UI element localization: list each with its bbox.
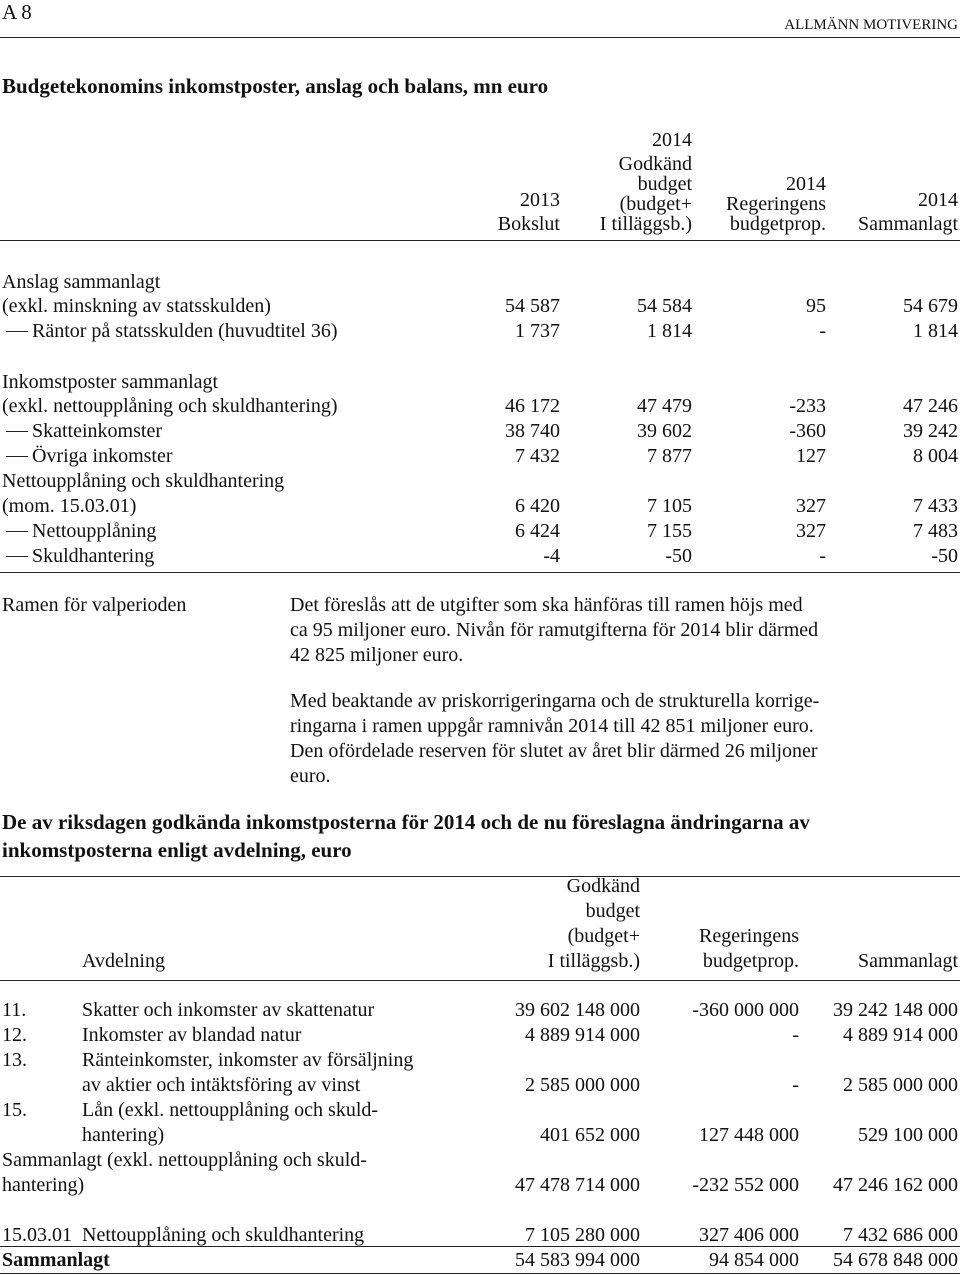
cell-godkand: 47 478 714 000: [515, 1174, 640, 1196]
row-label-text: Övriga inkomster: [32, 445, 173, 467]
row-label: Skatter och inkomster av skattenatur: [82, 999, 375, 1021]
cell-sammanlagt: 47 246: [903, 395, 958, 417]
paragraph-line: 42 825 miljoner euro.: [290, 644, 464, 666]
table2-header-text: I tilläggsb.): [547, 950, 640, 972]
cell-bokslut: 38 740: [505, 420, 560, 442]
row-label: (mom. 15.03.01): [2, 495, 137, 517]
row-label: Inkomstposter sammanlagt: [2, 371, 219, 393]
cell-godkand: 7 877: [647, 445, 692, 467]
cell-bokslut: 6 420: [515, 495, 560, 517]
row-label: [6, 444, 173, 468]
cell-regeringens: 127 448 000: [699, 1124, 799, 1146]
paragraph-line: Den ofördelade reserven för slutet av året blir därmed 26 miljoner: [290, 740, 818, 762]
cell-sammanlagt: 1 814: [913, 320, 958, 342]
paragraph-line: Det föreslås att de utgifter som ska hänföras till ramen höjs med: [290, 594, 803, 616]
cell-godkand: 7 155: [647, 520, 692, 542]
cell-sammanlagt: 7 432 686 000: [843, 1224, 958, 1246]
cell-sammanlagt: 54 678 848 000: [833, 1249, 958, 1271]
cell-godkand: 2 585 000 000: [525, 1074, 640, 1096]
row-label: hantering): [82, 1124, 165, 1146]
cell-bokslut: 6 424: [515, 520, 560, 542]
row-label: Nettoupplåning och skuldhantering: [82, 1224, 365, 1246]
table2-header-text: Regeringens: [699, 925, 799, 947]
table2-title-line: De av riksdagen godkända inkomstposterna för 2014 och de nu föreslagna ändringarna av: [2, 810, 810, 834]
cell-bokslut: 1 737: [515, 320, 560, 342]
table2-header-text: Godkänd: [566, 875, 640, 897]
row-label: [6, 519, 156, 543]
row-label: Inkomster av blandad natur: [82, 1024, 302, 1046]
cell-sammanlagt: 529 100 000: [858, 1124, 958, 1146]
ramen-paragraph-2: [290, 689, 958, 789]
cell-godkand: 39 602 148 000: [515, 999, 640, 1021]
row-label: [6, 319, 338, 343]
cell-sammanlagt: 7 433: [913, 495, 958, 517]
table1-header-text: 2014: [786, 173, 826, 195]
table1-header-text: Regeringens: [726, 193, 826, 215]
cell-regeringens: -: [792, 1024, 799, 1046]
em-dash: [6, 456, 28, 457]
table1-header-text: Bokslut: [497, 213, 560, 235]
cell-godkand: -50: [665, 545, 692, 567]
cell-regeringens: -: [792, 1074, 799, 1096]
table2-top-rule: [0, 876, 960, 877]
cell-regeringens: -233: [789, 395, 826, 417]
table1-header-text: (budget+: [619, 193, 692, 215]
table1-header-text: Sammanlagt: [858, 213, 958, 235]
cell-sammanlagt: 54 679: [903, 295, 958, 317]
table2-bottom-rule: [0, 1273, 960, 1274]
row-label-text: Nettoupplåning: [32, 520, 157, 542]
em-dash: [6, 556, 28, 557]
table1-header-text: 2013: [520, 189, 560, 211]
row-label: Ränteinkomster, inkomster av försäljning: [82, 1049, 414, 1071]
cell-regeringens: -: [819, 320, 826, 342]
cell-regeringens: 95: [806, 295, 826, 317]
ramen-paragraph-1: [290, 593, 958, 668]
ramen-label: Ramen för valperioden: [2, 594, 187, 616]
table1-title: Budgetekonomins inkomstposter, anslag och balans, mn euro: [2, 74, 549, 98]
table2-total-rule: [0, 1246, 960, 1247]
cell-sammanlagt: 8 004: [913, 445, 958, 467]
paragraph-line: ca 95 miljoner euro. Nivån för ramutgifterna för 2014 blir därmed: [290, 619, 819, 641]
em-dash: [6, 531, 28, 532]
cell-regeringens: -360 000 000: [692, 999, 799, 1021]
row-label: Lån (exkl. nettoupplåning och skuld-: [82, 1099, 379, 1121]
table2-header-rule: [0, 980, 960, 981]
table1-header-text: 2014: [918, 189, 958, 211]
cell-bokslut: -4: [543, 545, 560, 567]
cell-bokslut: 46 172: [505, 395, 560, 417]
table1-header-text: Godkänd: [618, 153, 692, 175]
row-number: 15.03.01: [2, 1224, 72, 1246]
cell-sammanlagt: 39 242: [903, 420, 958, 442]
row-label-text: Räntor på statsskulden (huvudtitel 36): [32, 320, 338, 342]
row-label: (exkl. minskning av statsskulden): [2, 295, 271, 317]
table2-header-text: (budget+: [567, 925, 640, 947]
row-label: Nettoupplåning och skuldhantering: [2, 470, 285, 492]
em-dash: [6, 431, 28, 432]
table1-header-text: budget: [637, 173, 692, 195]
table2-header-sammanlagt: Sammanlagt: [858, 950, 958, 972]
paragraph-line: Med beaktande av priskorrigeringarna och de strukturella korrige-: [290, 690, 820, 712]
table1-header-text: I tilläggsb.): [599, 213, 692, 235]
cell-sammanlagt: 47 246 162 000: [833, 1174, 958, 1196]
row-label: Sammanlagt (exkl. nettoupplåning och skuld-: [2, 1149, 367, 1171]
table2-title-line: inkomstposterna enligt avdelning, euro: [2, 838, 352, 862]
cell-regeringens: 327: [796, 520, 826, 542]
paragraph-line: euro.: [290, 765, 331, 787]
row-number: 11.: [2, 999, 27, 1021]
cell-regeringens: 327 406 000: [699, 1224, 799, 1246]
row-label: (exkl. nettoupplåning och skuldhantering): [2, 395, 338, 417]
cell-godkand: 54 583 994 000: [515, 1249, 640, 1271]
section-label: ALLMÄNN MOTIVERING: [784, 17, 958, 33]
row-label: hantering): [2, 1174, 85, 1196]
cell-sammanlagt: 4 889 914 000: [843, 1024, 958, 1046]
row-label: [6, 419, 162, 443]
cell-regeringens: -360: [789, 420, 826, 442]
cell-godkand: 1 814: [647, 320, 692, 342]
cell-godkand: 7 105 280 000: [525, 1224, 640, 1246]
cell-bokslut: 54 587: [505, 295, 560, 317]
cell-godkand: 401 652 000: [540, 1124, 640, 1146]
row-number: 12.: [2, 1024, 27, 1046]
cell-sammanlagt: 2 585 000 000: [843, 1074, 958, 1096]
paragraph-line: ringarna i ramen uppgår ramnivån 2014 till 42 851 miljoner euro.: [290, 715, 814, 737]
row-label-text: Skuldhantering: [32, 545, 155, 567]
cell-bokslut: 7 432: [515, 445, 560, 467]
cell-regeringens: 94 854 000: [709, 1249, 799, 1271]
table1-header-rule: [0, 240, 960, 241]
cell-godkand: 4 889 914 000: [525, 1024, 640, 1046]
table2-header-text: budgetprop.: [702, 950, 799, 972]
cell-godkand: 39 602: [637, 420, 692, 442]
cell-regeringens: -232 552 000: [692, 1174, 799, 1196]
cell-godkand: 7 105: [647, 495, 692, 517]
total-label: Sammanlagt: [2, 1249, 110, 1271]
row-label: av aktier och intäktsföring av vinst: [82, 1074, 361, 1096]
page-label: A 8: [2, 0, 32, 24]
cell-godkand: 47 479: [637, 395, 692, 417]
table2-header-avdelning: Avdelning: [82, 950, 165, 972]
row-label-text: Skatteinkomster: [32, 420, 162, 442]
header-rule: [0, 37, 960, 38]
em-dash: [6, 331, 28, 332]
table1-header-text: 2014: [652, 129, 692, 151]
cell-sammanlagt: 39 242 148 000: [833, 999, 958, 1021]
cell-regeringens: 127: [796, 445, 826, 467]
cell-regeringens: -: [819, 545, 826, 567]
cell-godkand: 54 584: [637, 295, 692, 317]
cell-regeringens: 327: [796, 495, 826, 517]
cell-sammanlagt: 7 483: [913, 520, 958, 542]
cell-sammanlagt: -50: [931, 545, 958, 567]
table2-header-text: budget: [585, 900, 640, 922]
row-number: 15.: [2, 1099, 27, 1121]
table1-header-text: budgetprop.: [729, 213, 826, 235]
row-number: 13.: [2, 1049, 27, 1071]
row-label: [6, 544, 154, 568]
table1-bottom-rule: [0, 572, 960, 573]
row-label: Anslag sammanlagt: [2, 271, 161, 293]
